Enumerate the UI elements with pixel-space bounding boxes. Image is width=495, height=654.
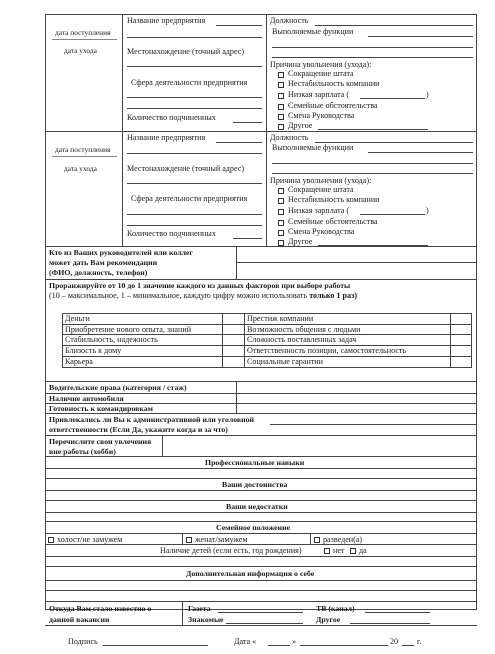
block-divider	[45, 246, 477, 247]
factor-right: Престиж компании	[247, 314, 314, 323]
children-label: Наличие детей (если есть, год рождения)	[160, 546, 302, 555]
additional-label: Дополнительная информация о себе	[186, 569, 315, 578]
friends-label: Знакомые	[188, 615, 224, 624]
divider-v1	[122, 14, 123, 246]
factor-left: Карьера	[65, 357, 93, 366]
hobby-line1: Перечислите свои увлечения	[49, 437, 152, 446]
field-label: Сфера деятельности предприятия	[131, 78, 248, 87]
frame-top	[45, 14, 477, 15]
leave-date-label: дата ухода	[64, 46, 97, 55]
reason-label: Нестабильность компании	[288, 195, 380, 204]
divider-v2	[266, 14, 267, 246]
company-name-field-2[interactable]	[127, 153, 262, 154]
reason-checkbox-1[interactable]	[278, 72, 284, 78]
company-name-field[interactable]	[216, 25, 262, 26]
reason-label: Нестабильность компании	[288, 79, 380, 88]
factor-left: Близость к дому	[65, 346, 122, 355]
other-source-field[interactable]	[350, 623, 430, 624]
year-prefix: 20	[390, 637, 399, 646]
factor-right: Сложность поставленных задач	[247, 335, 357, 344]
newspaper-label: Газета	[188, 604, 211, 613]
date-quote-close: »	[292, 637, 297, 646]
married-option[interactable]: женат/замужем	[186, 535, 248, 544]
reason-label: Смена Руководства	[288, 227, 355, 236]
functions-field-2[interactable]	[272, 47, 473, 48]
hobby-line2: вне работы (хобби)	[49, 447, 116, 456]
subordinates-label: Количество подчиненных	[127, 229, 216, 238]
references-line3: (ФИО, должность, телефон)	[49, 268, 148, 277]
family-label: Семейное положение	[216, 523, 291, 532]
reason-checkbox-3[interactable]	[278, 209, 284, 215]
field-field-2[interactable]	[127, 108, 262, 109]
functions-field-2[interactable]	[272, 163, 473, 164]
functions-field-3[interactable]	[272, 173, 473, 174]
functions-field-3[interactable]	[272, 57, 473, 58]
reason-label: Сокращение штата	[288, 69, 354, 78]
company-name-field-2[interactable]	[127, 37, 262, 38]
trips-label: Готовность к командировкам	[49, 404, 153, 413]
reason-title: Причина увольнения (ухода):	[270, 60, 372, 69]
newspaper-field[interactable]	[218, 612, 303, 613]
reason-checkbox-2[interactable]	[278, 82, 284, 88]
signature-field[interactable]	[103, 645, 208, 646]
functions-field[interactable]	[368, 152, 473, 153]
company-name-label: Название предприятия	[127, 16, 206, 25]
reason-checkbox-4[interactable]	[278, 220, 284, 226]
reason-label: Низкая зарплата (	[288, 90, 350, 99]
salary-field[interactable]	[360, 214, 425, 215]
company-name-field[interactable]	[216, 142, 262, 143]
year-suffix: г.	[417, 637, 422, 646]
liability-field[interactable]	[270, 424, 476, 425]
field-field[interactable]	[127, 214, 262, 215]
reason-checkbox-1[interactable]	[278, 188, 284, 194]
subordinates-label: Количество подчиненных	[127, 113, 216, 122]
factor-right: Социальные гарантии	[247, 357, 323, 366]
reason-title: Причина увольнения (ухода):	[270, 176, 372, 185]
references-line2: может дать Вам рекомендации	[49, 258, 158, 267]
location-field[interactable]	[127, 183, 262, 184]
position-field[interactable]	[315, 25, 473, 26]
car-label: Наличие автомобиля	[49, 394, 124, 403]
factor-left: Деньги	[65, 314, 90, 323]
liability-line2: ответственности (Если Да, укажите когда и за что)	[49, 425, 228, 434]
reason-label: Другое	[288, 121, 313, 130]
field-field-2[interactable]	[127, 225, 262, 226]
functions-field[interactable]	[368, 36, 473, 37]
factor-right: Возможность общения с людьми	[247, 325, 361, 334]
salary-field[interactable]	[360, 98, 425, 99]
reason-label: Семейные обстоятельства	[288, 101, 378, 110]
source-line1: Откуда Вам стало известно о	[49, 604, 152, 613]
factor-left: Приобретение нового опыта, знаний	[65, 325, 192, 334]
functions-label: Выполняемые функции	[272, 27, 354, 36]
divorced-option[interactable]: разведен(а)	[314, 535, 362, 544]
date-label: Дата «	[234, 637, 257, 646]
signature-label: Подпись	[68, 637, 98, 646]
ranking-subtitle: (10 – максимальное, 1 – минимальное, каждую цифру можно использовать только 1 раз)	[49, 291, 358, 300]
children-no-option[interactable]: нет	[324, 546, 344, 555]
references-field[interactable]	[236, 262, 476, 263]
block-divider	[45, 131, 477, 132]
field-field[interactable]	[127, 97, 262, 98]
weaknesses-label: Ваши недостатки	[226, 502, 288, 511]
reason-label: Семейные обстоятельства	[288, 217, 378, 226]
tv-field[interactable]	[365, 612, 430, 613]
field-label: Сфера деятельности предприятия	[131, 194, 248, 203]
subordinates-field[interactable]	[233, 122, 262, 123]
leave-date-label: дата ухода	[64, 164, 97, 173]
date-day-field[interactable]	[268, 645, 290, 646]
reason-checkbox-4[interactable]	[278, 104, 284, 110]
reason-checkbox-5[interactable]	[278, 230, 284, 236]
tv-label: ТВ (канал)	[316, 604, 355, 613]
position-label: Должность	[270, 133, 309, 142]
arrival-date-label: дата поступления	[55, 28, 111, 37]
reason-label: Другое	[288, 237, 313, 246]
other-label: Другое	[316, 615, 341, 624]
single-option[interactable]: холост/не замужем	[48, 535, 122, 544]
factor-left: Стабильность, надежность	[65, 335, 158, 344]
date-month-field[interactable]	[300, 645, 388, 646]
arrival-date-label: дата поступления	[55, 145, 111, 154]
subordinates-field[interactable]	[233, 238, 262, 239]
other-field[interactable]	[318, 129, 428, 130]
reason-label: Смена Руководства	[288, 111, 355, 120]
reason-checkbox-3[interactable]	[278, 93, 284, 99]
reason-label: Низкая зарплата (	[288, 206, 350, 215]
children-yes-option[interactable]: да	[350, 546, 367, 555]
functions-label: Выполняемые функции	[272, 143, 354, 152]
location-label: Местонахождение (точный адрес)	[127, 164, 245, 173]
position-label: Должность	[270, 16, 309, 25]
factor-right: Ответственность позиции, самостоятельность	[247, 346, 407, 355]
source-line2: данной вакансии	[49, 615, 110, 624]
friends-field[interactable]	[226, 623, 303, 624]
reason-label: Сокращение штата	[288, 185, 354, 194]
strengths-label: Ваши достоинства	[222, 480, 288, 489]
references-line1: Кто из Ваших руководителей или коллег	[49, 248, 193, 257]
location-field[interactable]	[127, 66, 262, 67]
reason-checkbox-2[interactable]	[278, 198, 284, 204]
liability-line1: Привлекались ли Вы к административной или уголовной	[49, 415, 255, 424]
skills-label: Профессиональные навыки	[205, 458, 305, 467]
paren-close: )	[426, 206, 429, 215]
ranking-title: Проранжируйте от 10 до 1 значение каждого из данных факторов при выборе работы	[49, 281, 351, 290]
company-name-label: Название предприятия	[127, 133, 206, 142]
reason-checkbox-6[interactable]	[278, 124, 284, 130]
year-field[interactable]	[402, 645, 414, 646]
paren-close: )	[426, 90, 429, 99]
license-label: Водительские права (категория / стаж)	[49, 383, 187, 392]
location-label: Местонахождение (точный адрес)	[127, 47, 245, 56]
reason-checkbox-5[interactable]	[278, 114, 284, 120]
